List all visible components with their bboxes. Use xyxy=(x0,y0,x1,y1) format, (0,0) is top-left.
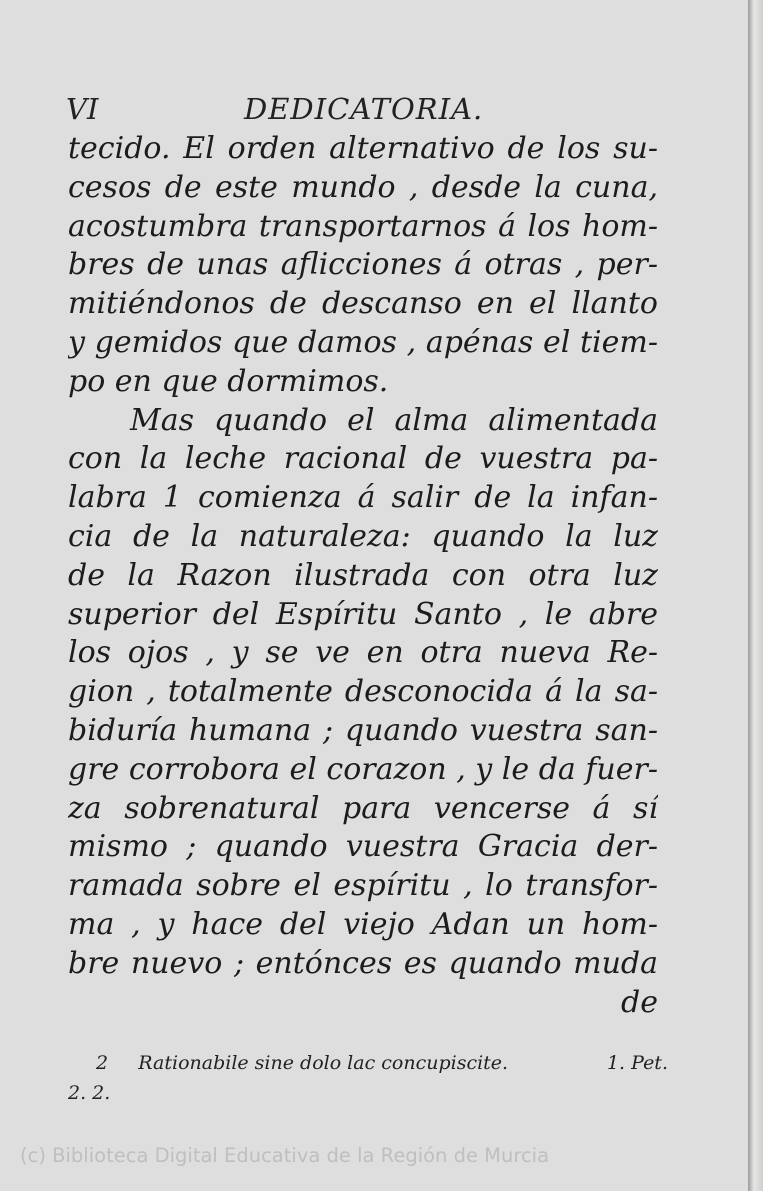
body-text xyxy=(68,130,658,1022)
text-line: biduría humana ; quando vuestra san- xyxy=(68,712,658,748)
folio-number: VI xyxy=(66,92,99,126)
text-line: bre nuevo ; entónces es quando muda xyxy=(68,945,658,981)
text-line: los ojos , y se ve en otra nueva Re- xyxy=(68,635,658,671)
text-line: gre corrobora el corazon , y le da fuer- xyxy=(68,751,658,787)
page-header xyxy=(66,92,666,132)
text-line: za sobrenatural para vencerse á sí xyxy=(68,790,658,826)
text-line: mitiéndonos de descanso en el llanto xyxy=(68,286,658,322)
text-line: mismo ; quando vuestra Gracia der- xyxy=(68,829,658,865)
text-line: cesos de este mundo , desde la cuna, xyxy=(68,169,658,205)
text-line: con la leche racional de vuestra pa- xyxy=(68,441,658,477)
catchword: de xyxy=(621,984,658,1020)
text-line: Mas quando el alma alimentada xyxy=(130,402,658,438)
watermark: (c) Biblioteca Digital Educativa de la Región de Murcia xyxy=(20,1144,550,1167)
footnote-text: Rationabile sine dolo lac concupiscite. xyxy=(138,1052,509,1074)
footnote-marker: 2 xyxy=(96,1052,109,1074)
text-line: gion , totalmente desconocida á la sa- xyxy=(68,674,658,710)
running-head: DEDICATORIA. xyxy=(244,92,484,126)
text-line: labra 1 comienza á salir de la infan- xyxy=(68,480,658,516)
page-edge xyxy=(748,0,763,1191)
text-line: ramada sobre el espíritu , lo transfor- xyxy=(68,868,658,904)
text-line: tecido. El orden alternativo de los su- xyxy=(68,131,658,166)
footnote xyxy=(68,1052,668,1104)
footnote-reference: 1. Pet. xyxy=(606,1052,668,1074)
text-line: de la Razon ilustrada con otra luz xyxy=(68,557,658,593)
text-line: po en que dormimos. xyxy=(68,363,389,399)
text-line: bres de unas aflicciones á otras , per- xyxy=(68,247,658,283)
text-line: acostumbra transportarnos á los hom- xyxy=(68,208,658,244)
text-line: y gemidos que damos , apénas el tiem- xyxy=(68,324,658,360)
text-line: cia de la naturaleza: quando la luz xyxy=(68,518,658,554)
text-line: superior del Espíritu Santo , le abre xyxy=(68,596,658,632)
text-line: ma , y hace del viejo Adan un hom- xyxy=(68,906,658,942)
footnote-continuation: 2. 2. xyxy=(68,1082,111,1104)
